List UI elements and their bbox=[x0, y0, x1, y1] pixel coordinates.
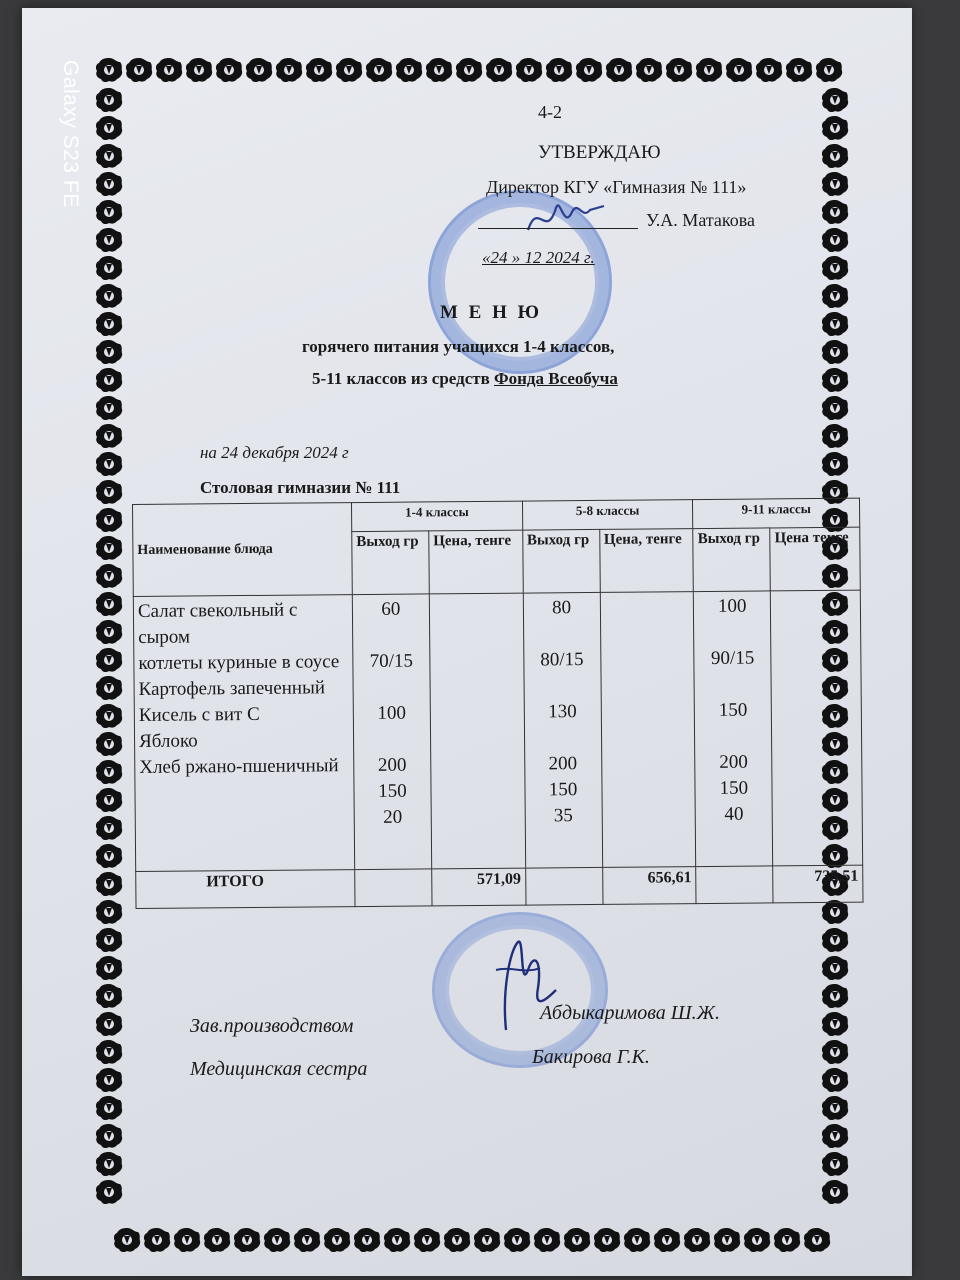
yield-value: 90/15 bbox=[710, 647, 755, 669]
yield-value: 40 bbox=[724, 803, 744, 825]
ornament-flower-icon bbox=[94, 366, 124, 394]
ornament-flower-icon bbox=[94, 702, 124, 730]
ornament-flower-icon bbox=[820, 450, 850, 478]
background-edge bbox=[910, 0, 960, 1280]
ornament-flower-icon bbox=[694, 56, 724, 84]
total-price-5-8: 656,61 bbox=[602, 867, 696, 905]
yield-value: 200 bbox=[719, 751, 748, 773]
ornament-flower-icon bbox=[184, 56, 214, 84]
total-yield-9-11 bbox=[696, 866, 773, 904]
ornament-flower-icon bbox=[820, 1066, 850, 1094]
ornament-flower-icon bbox=[820, 926, 850, 954]
yield-value: 80 bbox=[551, 597, 572, 619]
nurse-name: Бакирова Г.К. bbox=[532, 1046, 650, 1068]
ornament-flower-icon bbox=[94, 674, 124, 702]
canteen-name: Столовая гимназии № 111 bbox=[200, 478, 401, 497]
ornament-flower-icon bbox=[94, 898, 124, 926]
ornament-flower-icon bbox=[94, 1178, 124, 1206]
director-name: У.А. Матакова bbox=[646, 210, 755, 230]
total-price-1-4: 571,09 bbox=[432, 868, 526, 906]
ornament-flower-icon bbox=[94, 926, 124, 954]
ornament-flower-icon bbox=[742, 1226, 772, 1254]
ornament-flower-icon bbox=[94, 814, 124, 842]
approve-heading: УТВЕРЖДАЮ bbox=[538, 142, 661, 163]
ornament-border-bottom bbox=[112, 1226, 832, 1254]
col-dish-name: Наименование блюда bbox=[133, 503, 353, 597]
nurse-label: Медицинская сестра bbox=[190, 1058, 368, 1080]
ornament-flower-icon bbox=[820, 310, 850, 338]
ornament-flower-icon bbox=[94, 478, 124, 506]
ornament-flower-icon bbox=[334, 56, 364, 84]
ornament-flower-icon bbox=[292, 1226, 322, 1254]
ornament-flower-icon bbox=[820, 254, 850, 282]
fund-name: Фонда Всеобуча bbox=[494, 369, 618, 388]
yield-9-11-values bbox=[694, 591, 773, 867]
ornament-flower-icon bbox=[172, 1226, 202, 1254]
yield-value: 20 bbox=[383, 806, 403, 828]
ornament-flower-icon bbox=[214, 56, 244, 84]
ornament-flower-icon bbox=[364, 56, 394, 84]
ornament-flower-icon bbox=[820, 954, 850, 982]
ornament-flower-icon bbox=[592, 1226, 622, 1254]
approve-date: «24 » 12 2024 г. bbox=[482, 248, 595, 267]
ornament-flower-icon bbox=[820, 282, 850, 310]
ornament-flower-icon bbox=[94, 534, 124, 562]
camera-watermark: Galaxy S23 FE bbox=[59, 60, 82, 208]
subtitle-prefix: 5-11 классов из средств bbox=[312, 369, 495, 388]
ornament-flower-icon bbox=[514, 56, 544, 84]
col-yield-5-8: Выход гр bbox=[522, 529, 599, 593]
ornament-flower-icon bbox=[820, 1178, 850, 1206]
group-9-11: 9-11 классы bbox=[693, 498, 860, 528]
ornament-flower-icon bbox=[94, 954, 124, 982]
ornament-flower-icon bbox=[820, 86, 850, 114]
ornament-flower-icon bbox=[652, 1226, 682, 1254]
menu-title: М Е Н Ю bbox=[440, 302, 543, 323]
ornament-flower-icon bbox=[112, 1226, 142, 1254]
ornament-flower-icon bbox=[94, 1066, 124, 1094]
production-head-label: Зав.производством bbox=[190, 1015, 354, 1037]
ornament-flower-icon bbox=[634, 56, 664, 84]
yield-value: 200 bbox=[377, 754, 407, 776]
ornament-flower-icon bbox=[472, 1226, 502, 1254]
ornament-flower-icon bbox=[94, 506, 124, 534]
ornament-flower-icon bbox=[244, 56, 274, 84]
ornament-flower-icon bbox=[820, 422, 850, 450]
ornament-flower-icon bbox=[94, 198, 124, 226]
ornament-flower-icon bbox=[544, 56, 574, 84]
group-5-8: 5-8 классы bbox=[522, 500, 693, 530]
total-label: ИТОГО bbox=[136, 870, 355, 909]
total-row bbox=[136, 865, 863, 908]
ornament-flower-icon bbox=[94, 422, 124, 450]
yield-value: 130 bbox=[548, 701, 577, 723]
signature-line bbox=[478, 228, 638, 229]
ornament-flower-icon bbox=[124, 56, 154, 84]
yield-value: 70/15 bbox=[369, 650, 414, 672]
yield-value: 35 bbox=[553, 805, 573, 827]
ornament-flower-icon bbox=[442, 1226, 472, 1254]
col-price-5-8: Цена, тенге bbox=[599, 529, 693, 593]
ornament-flower-icon bbox=[772, 1226, 802, 1254]
ornament-flower-icon bbox=[820, 366, 850, 394]
ornament-flower-icon bbox=[274, 56, 304, 84]
ornament-flower-icon bbox=[820, 1150, 850, 1178]
ornament-flower-icon bbox=[664, 56, 694, 84]
production-head-name: Абдыкаримова Ш.Ж. bbox=[540, 1002, 720, 1024]
ornament-flower-icon bbox=[94, 142, 124, 170]
ornament-flower-icon bbox=[94, 282, 124, 310]
col-yield-1-4: Выход гр bbox=[352, 531, 429, 595]
ornament-flower-icon bbox=[382, 1226, 412, 1254]
ornament-flower-icon bbox=[820, 338, 850, 366]
ornament-border-left bbox=[94, 86, 124, 1206]
ornament-flower-icon bbox=[94, 338, 124, 366]
ornament-flower-icon bbox=[820, 394, 850, 422]
ornament-flower-icon bbox=[94, 1094, 124, 1122]
director-sign-line bbox=[478, 210, 755, 231]
ornament-flower-icon bbox=[604, 56, 634, 84]
ornament-flower-icon bbox=[94, 1010, 124, 1038]
ornament-flower-icon bbox=[712, 1226, 742, 1254]
ornament-flower-icon bbox=[820, 198, 850, 226]
price-9-11-cell bbox=[770, 590, 862, 866]
ornament-flower-icon bbox=[820, 982, 850, 1010]
ornament-flower-icon bbox=[322, 1226, 352, 1254]
yield-1-4-values bbox=[352, 594, 431, 870]
ornament-flower-icon bbox=[484, 56, 514, 84]
ornament-flower-icon bbox=[154, 56, 184, 84]
dish-list bbox=[133, 595, 354, 872]
ornament-flower-icon bbox=[94, 56, 124, 84]
ornament-flower-icon bbox=[94, 730, 124, 758]
ornament-flower-icon bbox=[94, 842, 124, 870]
ornament-flower-icon bbox=[94, 450, 124, 478]
menu-table bbox=[132, 498, 864, 909]
ornament-flower-icon bbox=[820, 226, 850, 254]
price-5-8-cell bbox=[600, 592, 696, 868]
ornament-flower-icon bbox=[820, 1094, 850, 1122]
yield-value: 80/15 bbox=[540, 649, 584, 671]
yield-value: 100 bbox=[377, 702, 407, 724]
ornament-border-top bbox=[94, 56, 844, 84]
ornament-flower-icon bbox=[94, 114, 124, 142]
total-price-9-11: 735,51 bbox=[773, 865, 863, 903]
ornament-flower-icon bbox=[574, 56, 604, 84]
col-price-1-4: Цена, тенге bbox=[429, 530, 523, 594]
yield-value: 200 bbox=[548, 753, 578, 775]
dish-item: Салат свекольный с сыром bbox=[137, 599, 298, 648]
ornament-flower-icon bbox=[94, 1122, 124, 1150]
document-number: 4-2 bbox=[538, 102, 562, 122]
ornament-flower-icon bbox=[94, 590, 124, 618]
yield-value: 150 bbox=[378, 780, 407, 802]
ornament-flower-icon bbox=[94, 758, 124, 786]
ornament-flower-icon bbox=[94, 786, 124, 814]
ornament-flower-icon bbox=[424, 56, 454, 84]
ornament-flower-icon bbox=[820, 1010, 850, 1038]
table-body-row bbox=[133, 590, 862, 871]
ornament-flower-icon bbox=[502, 1226, 532, 1254]
yield-value: 100 bbox=[717, 595, 747, 617]
ornament-flower-icon bbox=[784, 56, 814, 84]
ornament-flower-icon bbox=[754, 56, 784, 84]
dish-item: котлеты куриные в соусе bbox=[138, 651, 340, 674]
ornament-flower-icon bbox=[94, 254, 124, 282]
ornament-flower-icon bbox=[820, 1038, 850, 1066]
group-1-4: 1-4 классы bbox=[351, 501, 522, 531]
ornament-flower-icon bbox=[724, 56, 754, 84]
price-1-4-cell bbox=[429, 593, 525, 869]
ornament-flower-icon bbox=[262, 1226, 292, 1254]
ornament-flower-icon bbox=[202, 1226, 232, 1254]
ornament-flower-icon bbox=[352, 1226, 382, 1254]
ornament-flower-icon bbox=[94, 1038, 124, 1066]
ornament-flower-icon bbox=[94, 226, 124, 254]
total-yield-5-8 bbox=[525, 867, 602, 905]
ornament-flower-icon bbox=[232, 1226, 262, 1254]
ornament-flower-icon bbox=[94, 394, 124, 422]
ornament-flower-icon bbox=[94, 310, 124, 338]
menu-subtitle-2 bbox=[312, 369, 618, 389]
dish-item: Кисель с вит С bbox=[138, 703, 260, 726]
menu-date: на 24 декабря 2024 г bbox=[200, 443, 349, 462]
ornament-flower-icon bbox=[820, 170, 850, 198]
col-yield-9-11: Выход гр bbox=[693, 528, 770, 592]
yield-value: 150 bbox=[718, 699, 748, 721]
ornament-flower-icon bbox=[94, 562, 124, 590]
ornament-flower-icon bbox=[394, 56, 424, 84]
ornament-flower-icon bbox=[94, 982, 124, 1010]
ornament-flower-icon bbox=[532, 1226, 562, 1254]
ornament-flower-icon bbox=[682, 1226, 712, 1254]
yield-value: 150 bbox=[548, 779, 578, 801]
director-title: Директор КГУ «Гимназия № 111» bbox=[486, 177, 747, 197]
ornament-flower-icon bbox=[94, 86, 124, 114]
ornament-flower-icon bbox=[820, 114, 850, 142]
ornament-flower-icon bbox=[412, 1226, 442, 1254]
ornament-flower-icon bbox=[814, 56, 844, 84]
dish-item: Хлеб ржано-пшеничный bbox=[139, 755, 339, 778]
ornament-flower-icon bbox=[562, 1226, 592, 1254]
yield-5-8-values bbox=[523, 592, 602, 868]
ornament-flower-icon bbox=[820, 142, 850, 170]
ornament-flower-icon bbox=[802, 1226, 832, 1254]
menu-subtitle-1: горячего питания учащихся 1-4 классов, bbox=[302, 337, 615, 356]
dish-item: Яблоко bbox=[138, 730, 198, 752]
ornament-flower-icon bbox=[94, 870, 124, 898]
yield-value: 150 bbox=[719, 777, 749, 799]
ornament-flower-icon bbox=[454, 56, 484, 84]
ornament-flower-icon bbox=[142, 1226, 172, 1254]
ornament-flower-icon bbox=[94, 618, 124, 646]
dish-item: Картофель запеченный bbox=[138, 677, 326, 700]
yield-value: 60 bbox=[381, 598, 401, 620]
ornament-flower-icon bbox=[622, 1226, 652, 1254]
ornament-flower-icon bbox=[94, 1150, 124, 1178]
ornament-flower-icon bbox=[94, 646, 124, 674]
ornament-flower-icon bbox=[94, 170, 124, 198]
col-price-9-11: Цена тенге bbox=[770, 527, 860, 591]
total-yield-1-4 bbox=[355, 869, 432, 907]
ornament-flower-icon bbox=[820, 1122, 850, 1150]
ornament-flower-icon bbox=[304, 56, 334, 84]
